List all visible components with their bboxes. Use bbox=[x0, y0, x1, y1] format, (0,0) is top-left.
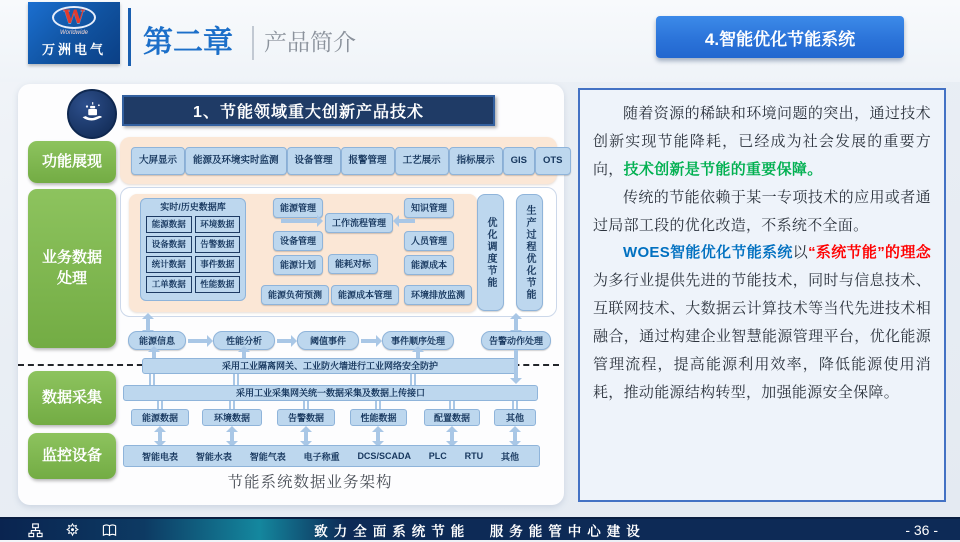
logo-w-emblem-icon: W bbox=[52, 6, 96, 29]
hand-gift-icon bbox=[77, 99, 107, 129]
p1-highlight-green: 技术创新是节能的重要保障。 bbox=[623, 160, 823, 178]
gateway-bar: 采用工业采集网关统一数据采集及数据上传接口 bbox=[123, 385, 538, 401]
arrow-right-icon bbox=[188, 339, 207, 343]
db-cell: 告警数据 bbox=[195, 236, 241, 253]
biz-box: 能源负荷预测 bbox=[261, 285, 329, 305]
header-divider bbox=[128, 8, 131, 66]
connector-icon bbox=[303, 401, 309, 409]
biz-box: 能源成本 bbox=[404, 255, 454, 275]
row-label-business-data-text: 业务数据处理 bbox=[41, 249, 102, 287]
arrow-right-icon bbox=[361, 339, 376, 343]
double-arrow-icon bbox=[514, 319, 518, 330]
func-box: 报警管理 bbox=[341, 147, 395, 175]
connector-icon bbox=[233, 374, 239, 385]
flow-box: 事件顺序处理 bbox=[382, 331, 454, 350]
data-box: 告警数据 bbox=[277, 409, 335, 426]
db-title: 实时/历史数据库 bbox=[160, 202, 226, 212]
connector-icon bbox=[149, 374, 155, 385]
device-item: RTU bbox=[464, 451, 484, 461]
company-logo bbox=[28, 2, 120, 64]
db-grid bbox=[141, 215, 245, 298]
paragraph-1 bbox=[593, 100, 931, 184]
device-item: PLC bbox=[428, 451, 447, 461]
row-label-business-data bbox=[28, 189, 116, 348]
p3-highlight-blue: WOES智能优化节能系统 bbox=[623, 244, 793, 262]
arrow-right-icon bbox=[277, 339, 291, 343]
double-arrow-icon bbox=[513, 432, 517, 441]
paragraph-3 bbox=[593, 239, 931, 406]
logo-brand-cn: 万洲电气 bbox=[41, 42, 106, 57]
biz-box: 知识管理 bbox=[404, 198, 454, 218]
db-cell: 环境数据 bbox=[195, 216, 241, 233]
title-separator bbox=[252, 26, 254, 60]
chapter-title: 第二章 bbox=[143, 26, 233, 59]
func-box: 大屏显示 bbox=[131, 147, 185, 175]
db-cell: 事件数据 bbox=[195, 256, 241, 273]
biz-box: 人员管理 bbox=[404, 231, 454, 251]
row-label-data-collect: 数据采集 bbox=[28, 371, 116, 425]
arrow-down-icon bbox=[514, 350, 518, 378]
connector-icon bbox=[375, 401, 381, 409]
p3-text-rest: 为多行业提供先进的节能技术，同时与信息技术、互联网技术、大数据云计算技术等当代先进技术相融合，通过构建企业智慧能源管理平台，优化能源管理流程，提高能源利用效率，降低能源使用消耗，推动能源结构转型，加强能源安全保障。 bbox=[593, 272, 931, 401]
device-item: 其他 bbox=[500, 451, 519, 462]
func-box: 指标展示 bbox=[449, 147, 503, 175]
double-arrow-icon bbox=[146, 319, 150, 330]
logo-brand-en: Worldwide bbox=[59, 30, 88, 36]
connector-icon bbox=[229, 401, 235, 409]
diagram-caption: 节能系统数据业务架构 bbox=[227, 474, 393, 491]
connector-icon bbox=[449, 401, 455, 409]
business-process-container bbox=[120, 187, 557, 317]
flow-box: 阈值事件 bbox=[297, 331, 359, 350]
footer-bar bbox=[0, 517, 960, 540]
data-box: 能源数据 bbox=[131, 409, 189, 426]
innovation-badge-icon bbox=[67, 89, 117, 139]
connector-icon bbox=[512, 401, 518, 409]
flow-box: 性能分析 bbox=[213, 331, 275, 350]
biz-box: 能源计划 bbox=[273, 255, 323, 275]
description-panel bbox=[578, 88, 946, 502]
diagram-title: 1、节能领域重大创新产品技术 bbox=[122, 95, 495, 126]
double-arrow-icon bbox=[450, 432, 454, 441]
section-nav-button[interactable]: 4.智能优化节能系统 bbox=[656, 16, 904, 58]
device-item: 电子称重 bbox=[303, 451, 340, 462]
device-item: 智能气表 bbox=[249, 451, 286, 462]
device-item: 智能水表 bbox=[195, 451, 232, 462]
page-number: - 36 - bbox=[905, 521, 938, 538]
connector-icon bbox=[157, 401, 163, 409]
db-cell: 性能数据 bbox=[195, 276, 241, 293]
row-label-monitor-device: 监控设备 bbox=[28, 433, 116, 479]
data-box: 性能数据 bbox=[350, 409, 407, 426]
biz-box: 工作流程管理 bbox=[325, 213, 393, 233]
flow-box: 告警动作处理 bbox=[481, 331, 551, 350]
connector-icon bbox=[410, 374, 416, 385]
arrow-left-icon bbox=[399, 219, 415, 223]
func-box: OTS bbox=[535, 147, 571, 175]
db-cell: 工单数据 bbox=[146, 276, 192, 293]
db-cell: 设备数据 bbox=[146, 236, 192, 253]
biz-box: 能源成本管理 bbox=[331, 285, 399, 305]
function-row bbox=[120, 137, 563, 184]
db-cell: 统计数据 bbox=[146, 256, 192, 273]
paragraph-2: 传统的节能依赖于某一专项技术的应用或者通过局部工段的优化改造，不系统不全面。 bbox=[593, 188, 931, 234]
data-box: 环境数据 bbox=[202, 409, 262, 426]
func-box: 设备管理 bbox=[287, 147, 341, 175]
biz-box: 能源管理 bbox=[273, 198, 323, 218]
biz-box: 设备管理 bbox=[273, 231, 323, 251]
realtime-history-db bbox=[140, 198, 246, 301]
footer-slogan: 致力全面系统节能 服务能管中心建设 bbox=[314, 523, 646, 539]
device-bar bbox=[123, 445, 540, 467]
vertical-box-dispatch: 优化调度节能 bbox=[477, 194, 504, 311]
biz-box: 环境排放监测 bbox=[404, 285, 472, 305]
arrow-right-icon bbox=[281, 219, 317, 223]
page-subtitle: 产品简介 bbox=[264, 29, 356, 55]
func-box: 工艺展示 bbox=[395, 147, 449, 175]
double-arrow-icon bbox=[230, 432, 234, 441]
double-arrow-icon bbox=[304, 432, 308, 441]
double-arrow-icon bbox=[158, 432, 162, 441]
vertical-box-production: 生产过程优化节能 bbox=[516, 194, 543, 311]
func-box: GIS bbox=[503, 147, 535, 175]
db-cell: 能源数据 bbox=[146, 216, 192, 233]
flow-box: 能源信息 bbox=[128, 331, 186, 350]
data-box: 其他 bbox=[494, 409, 536, 426]
security-bar: 采用工业隔离网关、工业防火墙进行工业网络安全防护 bbox=[142, 358, 518, 374]
p1-text: 随着资源的稀缺和环境问题的突出，通过技术创新实现节能降耗，已经成为社会发展的重要方向， bbox=[593, 105, 931, 178]
biz-box: 能耗对标 bbox=[328, 254, 378, 274]
device-item: 智能电表 bbox=[142, 451, 179, 462]
device-item: DCS/SCADA bbox=[357, 451, 411, 461]
data-box: 配置数据 bbox=[424, 409, 480, 426]
p3-text-mid: 以 bbox=[792, 244, 809, 262]
p3-highlight-red: “系统节能”的理念 bbox=[808, 244, 932, 262]
double-arrow-icon bbox=[376, 432, 380, 441]
func-box: 能源及环境实时监测 bbox=[185, 147, 287, 175]
row-label-function: 功能展现 bbox=[28, 141, 116, 183]
